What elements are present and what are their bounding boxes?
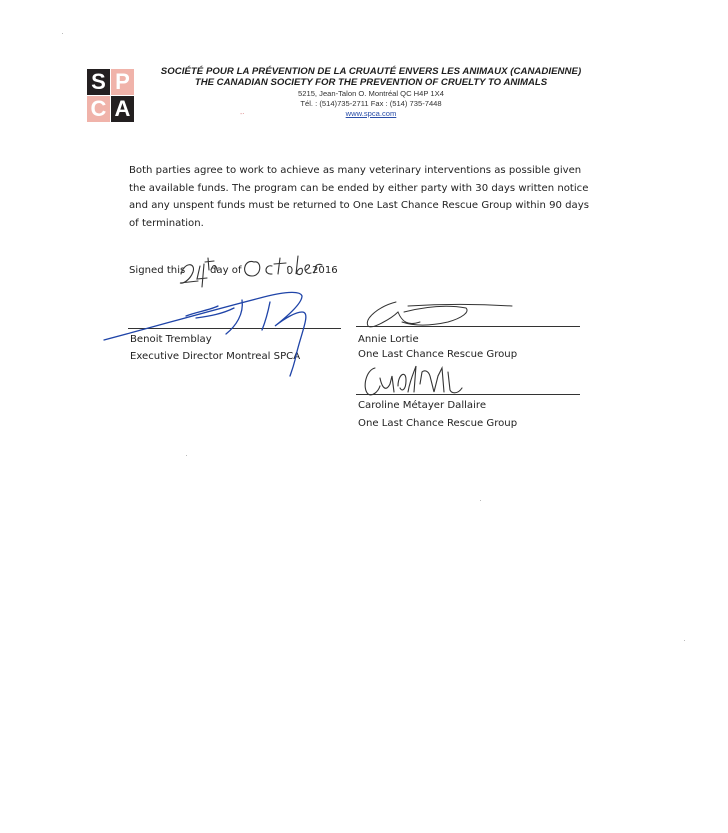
- signature-line-dallaire: [356, 394, 580, 395]
- signatory-title-tremblay: Executive Director Montreal SPCA: [130, 351, 301, 362]
- logo-letter-p: P: [111, 69, 134, 95]
- logo-letter-a: A: [111, 96, 134, 122]
- signature-line-tremblay: [128, 328, 341, 329]
- scan-speck: [62, 33, 63, 34]
- org-website-link[interactable]: www.spca.com: [345, 109, 397, 118]
- org-phone-fax: Tél. : (514)735-2711 Fax : (514) 735-7448: [300, 99, 442, 108]
- signed-middle: day of: [210, 265, 242, 276]
- agreement-paragraph: Both parties agree to work to achieve as many veterinary interventions as possible given the available funds. The program can be ended by either party with 30 days written notice and any unspent funds must be returned to One Last Chance Rescue Group within 90 days of termination.: [129, 165, 589, 229]
- signatory-org-lortie: One Last Chance Rescue Group: [358, 349, 518, 360]
- signatory-name-tremblay: Benoit Tremblay: [130, 334, 212, 345]
- signature-line-lortie: [356, 326, 580, 327]
- scan-speck: [480, 500, 481, 501]
- signatory-name-dallaire: Caroline Métayer Dallaire: [358, 400, 487, 411]
- handwritten-month: [245, 256, 322, 276]
- signatory-name-lortie: Annie Lortie: [358, 334, 419, 345]
- logo-letter-s: S: [87, 69, 110, 95]
- logo-letter-c: C: [87, 96, 110, 122]
- spca-logo: [87, 69, 135, 123]
- signed-year: 2016: [312, 265, 338, 276]
- scan-speck: [684, 640, 685, 641]
- org-name-french: SOCIÉTÉ POUR LA PRÉVENTION DE LA CRUAUTÉ ENVERS LES ANIMAUX (CANADIENNE): [160, 66, 582, 77]
- scan-speck: [186, 455, 187, 456]
- stray-mark: -·: [240, 110, 245, 118]
- signed-prefix: Signed this: [129, 265, 186, 276]
- signature-lortie: [367, 302, 512, 327]
- org-address: 5215, Jean-Talon O. Montréal QC H4P 1X4: [298, 89, 444, 98]
- signatory-org-dallaire: One Last Chance Rescue Group: [358, 418, 518, 429]
- org-name-english: THE CANADIAN SOCIETY FOR THE PREVENTION OF CRUELTY TO ANIMALS: [194, 77, 548, 88]
- signature-dallaire: [365, 366, 462, 395]
